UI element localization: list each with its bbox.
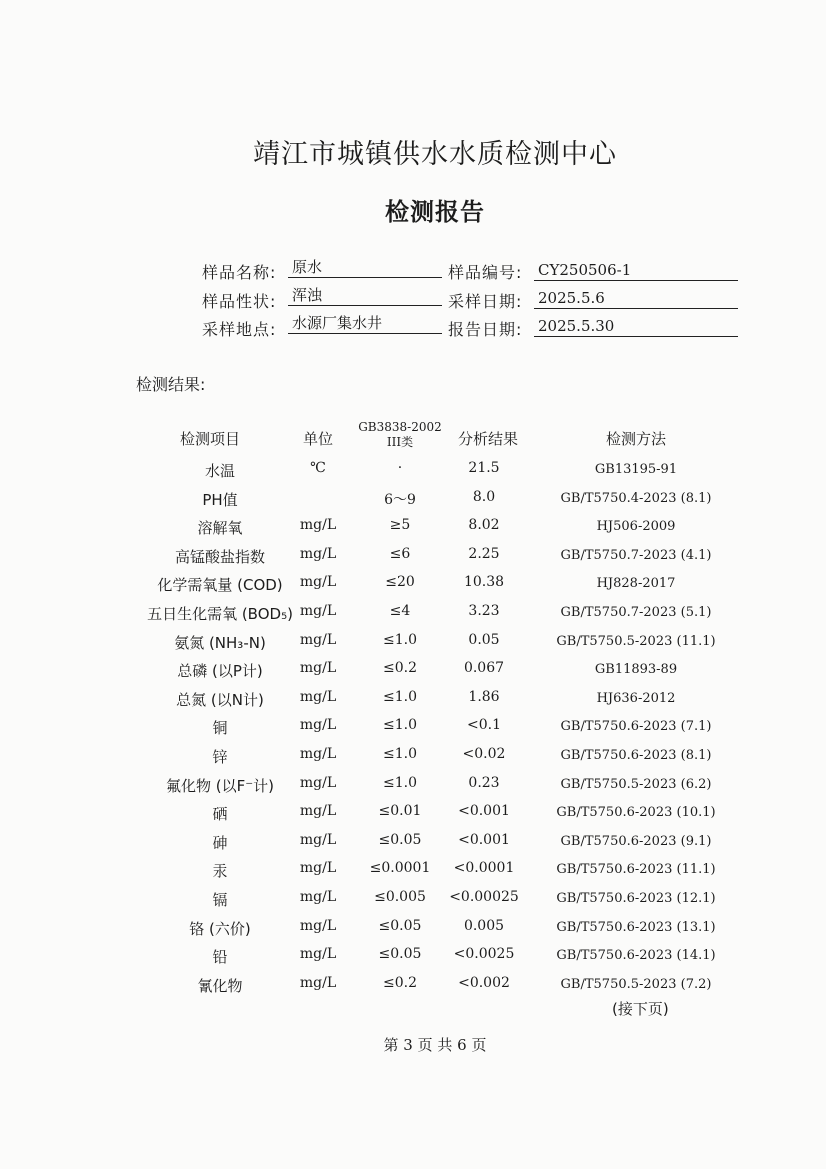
col-header-item: 检测项目 <box>179 430 240 448</box>
cell-item: 铬 (六价) <box>189 920 251 938</box>
sampling-site-value: 水源厂集水井 <box>288 314 442 334</box>
cell-standard: ≤0.2 <box>383 975 417 991</box>
cell-standard: ≤0.005 <box>374 889 426 905</box>
cell-result: <0.001 <box>458 832 510 848</box>
cell-unit: mg/L <box>299 946 337 962</box>
cell-unit: mg/L <box>299 832 337 848</box>
report-title: 检测报告 <box>385 198 485 226</box>
cell-result: <0.0001 <box>453 860 515 876</box>
cell-method: HJ506-2009 <box>596 519 676 534</box>
cell-standard: ≤1.0 <box>383 689 417 705</box>
cell-item: 镉 <box>212 891 228 909</box>
page-number: 第 3 页 共 6 页 <box>383 1036 487 1054</box>
cell-result: 0.005 <box>463 918 505 934</box>
cell-item: 五日生化需氧 (BOD₅) <box>147 605 293 623</box>
cell-method: GB11893-89 <box>594 662 678 677</box>
sample-name-label: 样品名称: <box>202 263 277 282</box>
cell-result: 2.25 <box>468 546 500 562</box>
cell-standard: ≤0.05 <box>378 918 422 934</box>
cell-standard: ≤0.2 <box>383 660 417 676</box>
cell-method: GB/T5750.7-2023 (5.1) <box>560 605 712 620</box>
cell-result: <0.00025 <box>449 889 519 905</box>
cell-unit: mg/L <box>299 546 337 562</box>
cell-result: 10.38 <box>463 574 505 590</box>
cell-unit: mg/L <box>299 975 337 991</box>
cell-unit: mg/L <box>299 603 337 619</box>
cell-unit: mg/L <box>299 889 337 905</box>
org-title: 靖江市城镇供水水质检测中心 <box>253 139 617 170</box>
cell-item: 砷 <box>212 834 228 852</box>
cell-method: GB/T5750.5-2023 (11.1) <box>556 634 716 649</box>
cell-method: GB/T5750.6-2023 (14.1) <box>556 948 716 963</box>
cell-standard: ≤0.05 <box>378 832 422 848</box>
cell-method: GB/T5750.4-2023 (8.1) <box>560 491 712 506</box>
cell-item: 总氮 (以N计) <box>176 691 264 709</box>
cell-standard: ≤1.0 <box>383 717 417 733</box>
cell-method: GB/T5750.6-2023 (11.1) <box>556 862 716 877</box>
cell-method: GB/T5750.6-2023 (12.1) <box>556 891 716 906</box>
cell-item: 总磷 (以P计) <box>177 662 263 680</box>
cell-item: 硒 <box>212 805 228 823</box>
sampling-site-label: 采样地点: <box>202 320 277 339</box>
cell-item: 锌 <box>212 748 228 766</box>
sample-no-label: 样品编号: <box>448 263 523 282</box>
cell-standard: ≤0.05 <box>378 946 422 962</box>
cell-method: GB13195-91 <box>594 462 678 477</box>
cell-unit: mg/L <box>299 775 337 791</box>
cell-method: GB/T5750.6-2023 (10.1) <box>556 805 716 820</box>
cell-item: 水温 <box>204 462 235 480</box>
continue-note: (接下页) <box>612 1000 669 1018</box>
cell-method: HJ828-2017 <box>596 576 676 591</box>
cell-standard: · <box>397 460 403 476</box>
cell-standard: ≤4 <box>389 603 411 619</box>
cell-method: GB/T5750.6-2023 (13.1) <box>556 920 716 935</box>
sample-name-value: 原水 <box>288 258 442 278</box>
cell-result: 0.067 <box>463 660 505 676</box>
sample-no-value: CY250506-1 <box>534 261 738 281</box>
report-date-value: 2025.5.30 <box>534 317 738 337</box>
sample-nature-value: 浑浊 <box>288 286 442 306</box>
cell-standard: ≤6 <box>389 546 411 562</box>
cell-method: GB/T5750.5-2023 (6.2) <box>560 777 712 792</box>
cell-unit: mg/L <box>299 746 337 762</box>
cell-result: <0.002 <box>458 975 510 991</box>
cell-method: GB/T5750.5-2023 (7.2) <box>560 977 712 992</box>
cell-result: 8.02 <box>468 517 500 533</box>
cell-standard: ≥5 <box>389 517 411 533</box>
cell-standard: ≤0.01 <box>378 803 422 819</box>
cell-item: 氨氮 (NH₃-N) <box>174 634 266 652</box>
cell-item: 溶解氧 <box>197 519 243 537</box>
cell-unit: mg/L <box>299 717 337 733</box>
cell-result: 0.05 <box>468 632 500 648</box>
cell-result: <0.001 <box>458 803 510 819</box>
cell-method: GB/T5750.6-2023 (8.1) <box>560 748 712 763</box>
cell-result: 1.86 <box>468 689 500 705</box>
cell-unit: ℃ <box>310 460 326 476</box>
cell-item: 铜 <box>212 719 228 737</box>
cell-result: <0.0025 <box>453 946 515 962</box>
cell-method: GB/T5750.6-2023 (9.1) <box>560 834 712 849</box>
cell-method: HJ636-2012 <box>596 691 676 706</box>
results-section-label: 检测结果: <box>136 375 206 394</box>
cell-result: 21.5 <box>468 460 500 476</box>
cell-standard: ≤1.0 <box>383 775 417 791</box>
cell-item: 化学需氧量 (COD) <box>157 576 283 594</box>
col-header-standard-line2: III类 <box>386 435 414 449</box>
cell-result: 8.0 <box>472 489 496 505</box>
cell-item: 氟化物 (以F⁻计) <box>165 777 275 795</box>
cell-item: 汞 <box>212 862 228 880</box>
report-date-label: 报告日期: <box>448 320 523 339</box>
cell-item: 氰化物 <box>197 977 243 995</box>
cell-item: PH值 <box>202 491 238 509</box>
cell-item: 高锰酸盐指数 <box>174 548 265 566</box>
cell-method: GB/T5750.7-2023 (4.1) <box>560 548 712 563</box>
col-header-standard-line1: GB3838-2002 <box>358 420 442 434</box>
cell-standard: ≤1.0 <box>383 746 417 762</box>
cell-item: 铅 <box>212 948 228 966</box>
cell-result: <0.02 <box>462 746 506 762</box>
cell-result: 0.23 <box>468 775 500 791</box>
cell-standard: ≤1.0 <box>383 632 417 648</box>
col-header-method: 检测方法 <box>605 430 666 448</box>
cell-result: 3.23 <box>468 603 500 619</box>
sample-nature-label: 样品性状: <box>202 292 277 311</box>
sampling-date-label: 采样日期: <box>448 292 523 311</box>
cell-unit: mg/L <box>299 860 337 876</box>
col-header-unit: 单位 <box>302 430 333 448</box>
cell-standard: ≤20 <box>385 574 415 590</box>
cell-unit: mg/L <box>299 632 337 648</box>
cell-unit: mg/L <box>299 918 337 934</box>
cell-unit: mg/L <box>299 660 337 676</box>
cell-unit: mg/L <box>299 574 337 590</box>
cell-unit: mg/L <box>299 689 337 705</box>
cell-standard: ≤0.0001 <box>369 860 431 876</box>
cell-unit: mg/L <box>299 517 337 533</box>
cell-unit: mg/L <box>299 803 337 819</box>
sampling-date-value: 2025.5.6 <box>534 289 738 309</box>
cell-standard: 6～9 <box>384 492 416 508</box>
col-header-result: 分析结果 <box>457 430 518 448</box>
cell-result: <0.1 <box>467 717 501 733</box>
cell-method: GB/T5750.6-2023 (7.1) <box>560 719 712 734</box>
